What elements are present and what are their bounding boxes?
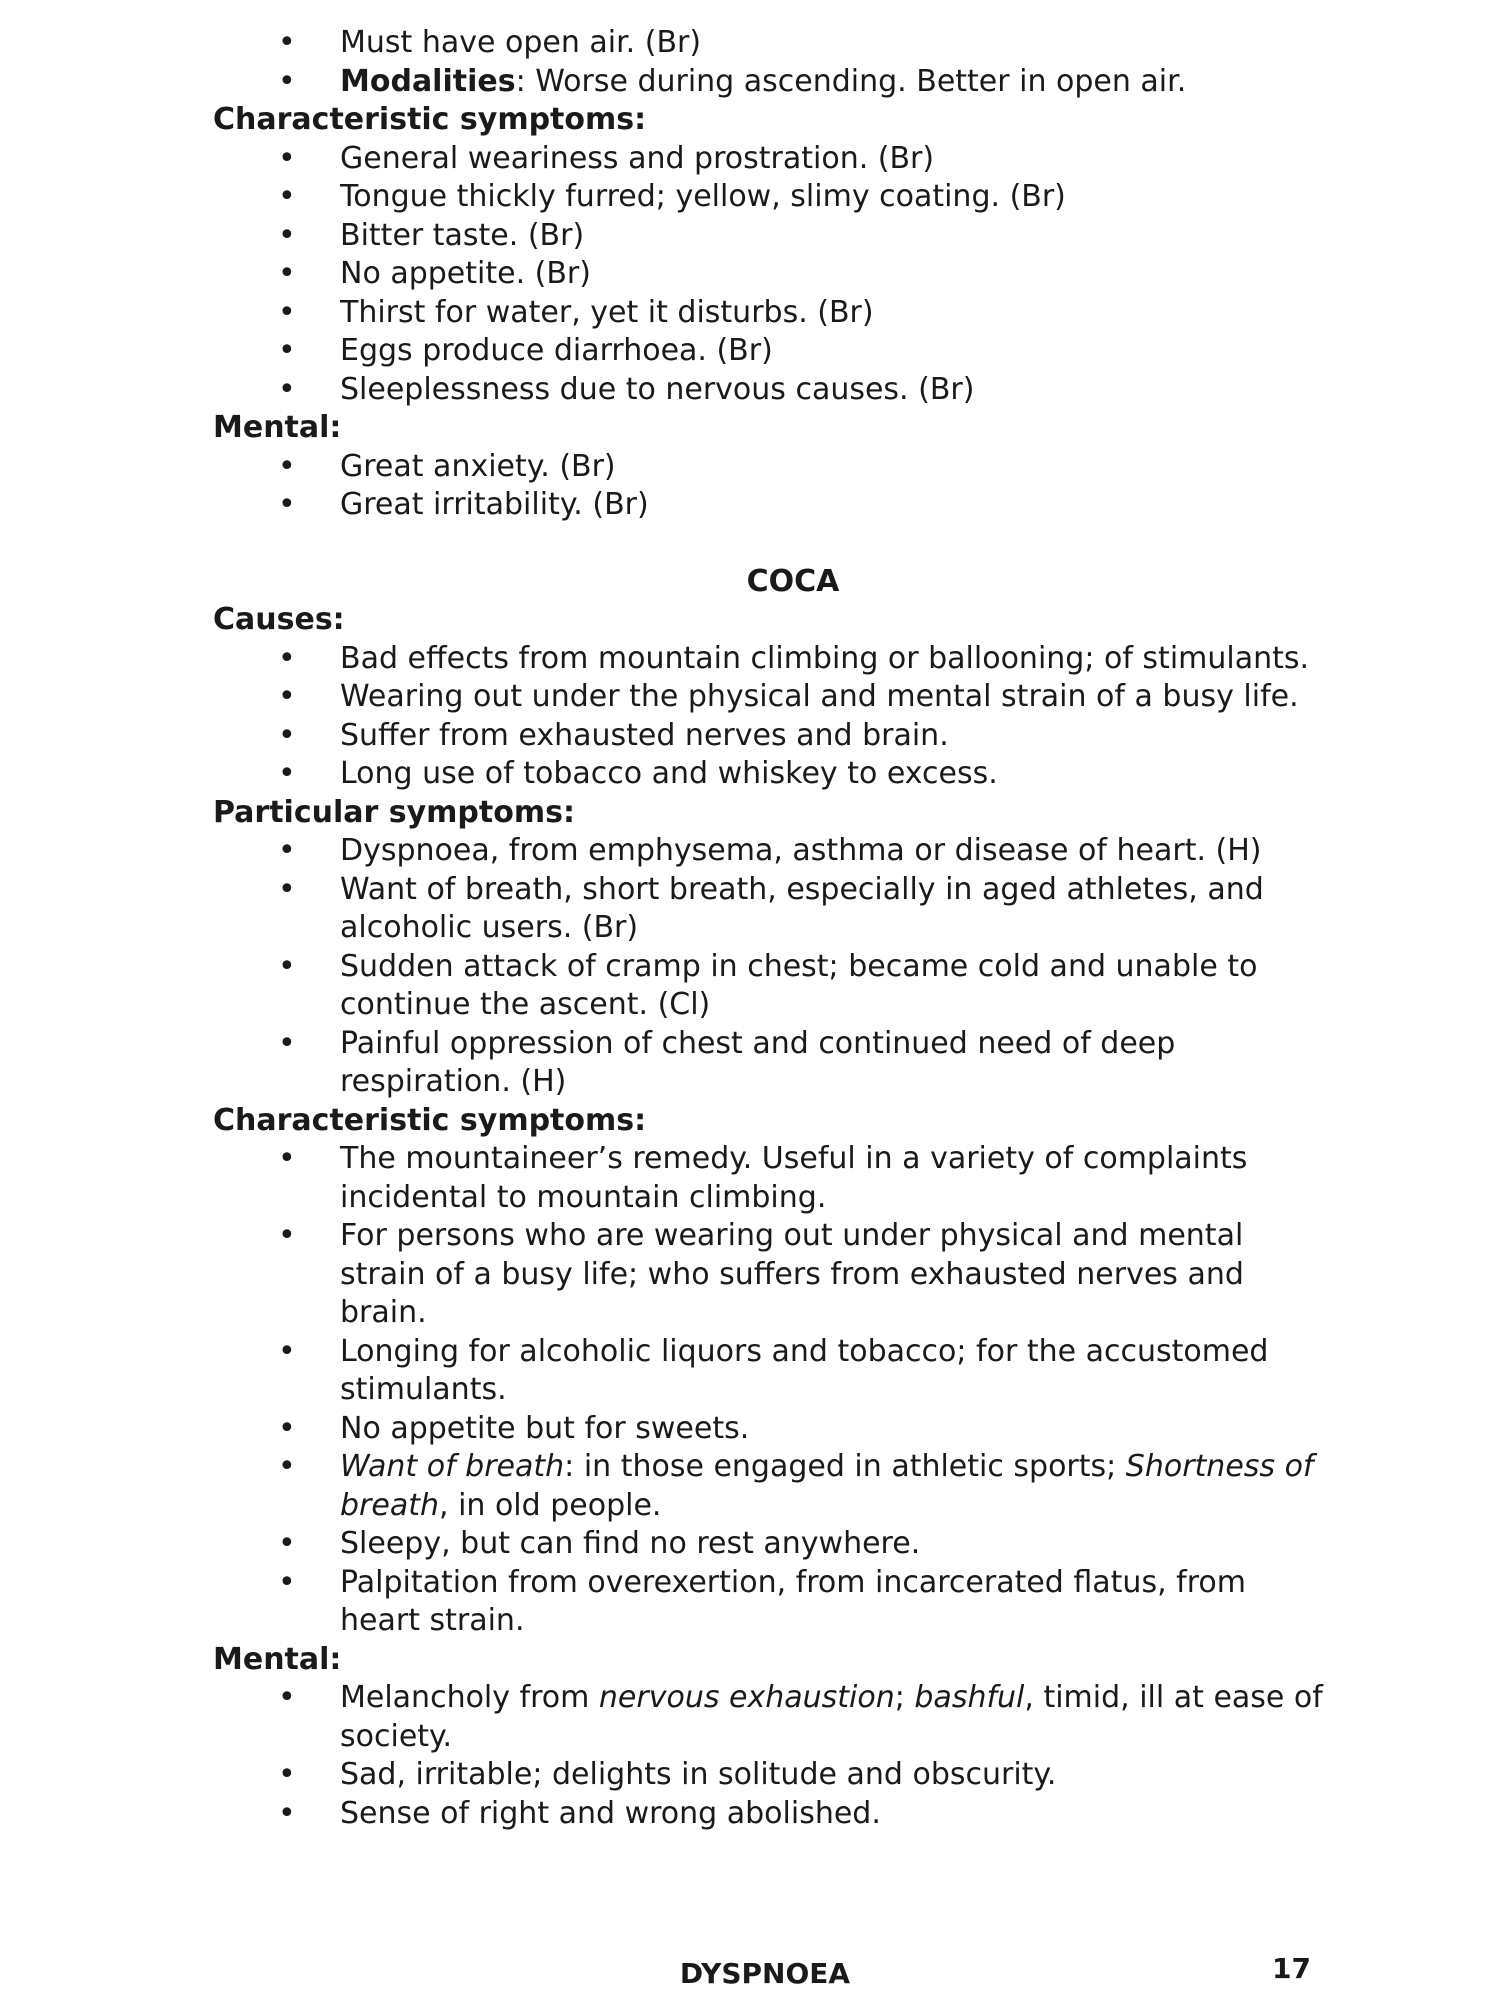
italic-text: Shortness of breath xyxy=(340,1449,1314,1523)
list-item: • Painful oppression of chest and continued need of deep respiration. (H) xyxy=(213,1025,1333,1102)
italic-text: bashful xyxy=(914,1680,1025,1715)
list-item: • For persons who are wearing out under physical and mental strain of a busy life; who suffers from exhausted nerves and brain. xyxy=(213,1217,1333,1333)
text: ; xyxy=(894,1680,915,1715)
section-heading-mental: Mental: xyxy=(213,410,342,445)
list-item: • Sad, irritable; delights in solitude and obscurity. xyxy=(213,1756,1333,1795)
list-item: • Palpitation from overexertion, from incarcerated flatus, from heart strain. xyxy=(213,1564,1333,1641)
text: , timid, ill at ease of society. xyxy=(340,1680,1323,1754)
page-number: 17 xyxy=(1272,1952,1311,1985)
list-item: • Sleepy, but can find no rest anywhere. xyxy=(213,1525,1333,1564)
list-item: • Sleeplessness due to nervous causes. (Br) xyxy=(213,371,1333,410)
list-item: • Great anxiety. (Br) xyxy=(213,448,1333,487)
list-item: • Long use of tobacco and whiskey to excess. xyxy=(213,755,1333,794)
list-item: • Wearing out under the physical and mental strain of a busy life. xyxy=(213,678,1333,717)
list-item: • General weariness and prostration. (Br) xyxy=(213,140,1333,179)
list-item: • Dyspnoea, from emphysema, asthma or disease of heart. (H) xyxy=(213,832,1333,871)
mental-list xyxy=(213,1679,1333,1833)
modalities-label: Modalities xyxy=(340,63,516,99)
list-item: • Thirst for water, yet it disturbs. (Br) xyxy=(213,294,1333,333)
characteristic-list xyxy=(213,1140,1333,1641)
list-item xyxy=(213,1448,1333,1525)
top-bullet-list xyxy=(213,24,1333,101)
text: Melancholy from xyxy=(340,1680,599,1715)
list-item xyxy=(213,63,1333,102)
list-item: • No appetite. (Br) xyxy=(213,255,1333,294)
causes-list xyxy=(213,640,1333,794)
list-item: • Bad effects from mountain climbing or ballooning; of stimulants. xyxy=(213,640,1333,679)
list-item: • Sudden attack of cramp in chest; became cold and unable to continue the ascent. (Cl) xyxy=(213,948,1333,1025)
text: : in those engaged in athletic sports; xyxy=(564,1449,1126,1484)
mental-list xyxy=(213,448,1333,525)
list-item xyxy=(213,1679,1333,1756)
list-item: • Must have open air. (Br) xyxy=(213,24,1333,63)
list-item: • Bitter taste. (Br) xyxy=(213,217,1333,256)
list-item: • Sense of right and wrong abolished. xyxy=(213,1795,1333,1834)
italic-text: Want of breath xyxy=(340,1449,565,1484)
characteristic-list xyxy=(213,140,1333,410)
section-heading-characteristic: Characteristic symptoms: xyxy=(213,1102,647,1138)
running-title: DYSPNOEA xyxy=(679,1957,851,1990)
italic-text: nervous exhaustion xyxy=(598,1680,895,1715)
list-item: • Want of breath, short breath, especially in aged athletes, and alcoholic users. (Br) xyxy=(213,871,1333,948)
list-item: • Great irritability. (Br) xyxy=(213,486,1333,525)
section-heading-characteristic: Characteristic symptoms: xyxy=(213,102,647,137)
list-item: • Eggs produce diarrhoea. (Br) xyxy=(213,332,1333,371)
list-item: • Suffer from exhausted nerves and brain. xyxy=(213,717,1333,756)
page-content xyxy=(213,24,1333,1833)
remedy-title: COCA xyxy=(746,563,840,599)
section-heading-causes: Causes: xyxy=(213,602,345,637)
modalities-text: : Worse during ascending. Better in open air. xyxy=(515,63,1187,99)
section-heading-mental: Mental: xyxy=(213,1641,342,1677)
list-item: • Longing for alcoholic liquors and tobacco; for the accustomed stimulants. xyxy=(213,1333,1333,1410)
section-heading-particular: Particular symptoms: xyxy=(213,794,575,830)
particular-list xyxy=(213,832,1333,1102)
text: , in old people. xyxy=(439,1487,662,1523)
list-item: • The mountaineer’s remedy. Useful in a variety of complaints incidental to mountain climbing. xyxy=(213,1140,1333,1217)
list-item: • Tongue thickly furred; yellow, slimy coating. (Br) xyxy=(213,178,1333,217)
list-item: • No appetite but for sweets. xyxy=(213,1410,1333,1449)
